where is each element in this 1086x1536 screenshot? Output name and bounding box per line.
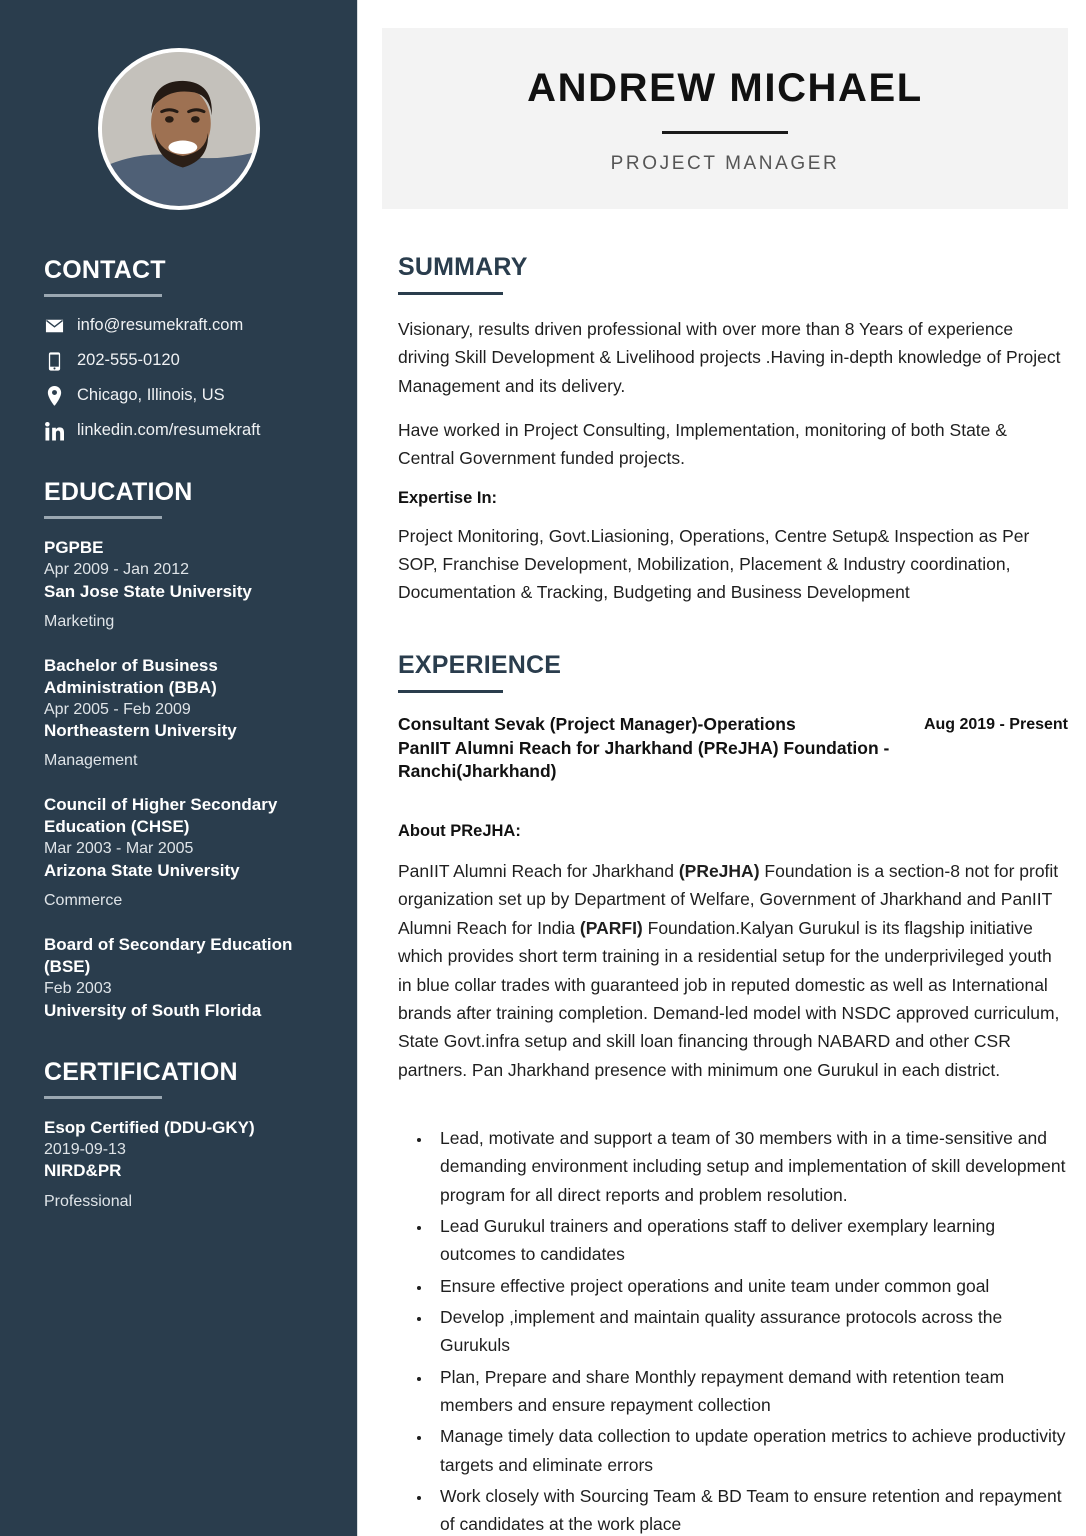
main-content — [358, 0, 1086, 1536]
education-entry — [44, 655, 313, 773]
education-institution: Northeastern University — [44, 721, 237, 741]
education-heading: EDUCATION — [44, 478, 193, 506]
certification-heading-rule — [44, 1096, 162, 1099]
job-header-left — [398, 713, 908, 784]
education-entry — [44, 934, 313, 1022]
about-bold-prejha: (PReJHA) — [678, 861, 760, 882]
header-band — [382, 28, 1068, 209]
list-item: • Develop ,implement and maintain quality assurance protocols across the Gurukuls — [432, 1303, 1068, 1360]
location-pin-icon — [44, 386, 64, 406]
education-degree: Board of Secondary Education (BSE) — [44, 934, 293, 977]
job-header — [398, 713, 1068, 784]
education-date: Mar 2003 - Mar 2005 — [44, 840, 194, 858]
main-body — [358, 253, 1086, 1536]
certification-entry — [44, 1117, 313, 1213]
linkedin-icon — [44, 422, 64, 441]
expertise-text: Project Monitoring, Govt.Liasioning, Operations, Centre Setup& Inspection as Per SOP, Franchise Development, Mobilization, Placement & Industry coordination, Documentation & Tracking, Budgeting and Business Development — [398, 525, 1030, 603]
education-degree: PGPBE — [44, 538, 104, 557]
education-field: Commerce — [44, 892, 123, 910]
education-heading-rule — [44, 516, 162, 519]
avatar-container — [0, 0, 357, 220]
contact-location-text: Chicago, Illinois, US — [77, 386, 225, 405]
expertise-label: Expertise In: — [398, 488, 498, 507]
experience-heading-rule — [398, 690, 503, 693]
contact-item-location[interactable] — [44, 385, 313, 407]
contact-heading-rule — [44, 294, 162, 297]
contact-linkedin-text: linkedin.com/resumekraft — [77, 421, 261, 440]
contact-phone-text: 202-555-0120 — [77, 351, 180, 370]
contact-item-linkedin[interactable] — [44, 420, 313, 442]
education-field: Marketing — [44, 612, 115, 630]
certification-issuer: NIRD&PR — [44, 1161, 122, 1181]
responsibility-list — [398, 1124, 1068, 1536]
about-text-part-3: Foundation.Kalyan Gurukul is its flagship initiative which provides short term training in a residential setup for the underprivileged youth in blue collar trades with guaranteed job in reputed domestic as well as International brands after training completion. Demand-led model with NSDC approved curriculum, State Govt.infra setup and skill loan financing through NABARD and other CSR partners. Pan Jharkhand presence with minimum one Gurukul in each district. — [398, 917, 1060, 1080]
list-item: • Lead, motivate and support a team of 30 members with in a time-sensitive and demanding environment including setup and implementation of skill development program for all direct reports and problem resolution. — [432, 1124, 1068, 1209]
about-paragraph — [398, 857, 1068, 1084]
sidebar — [0, 0, 358, 1536]
job-role-subtitle: PROJECT MANAGER — [610, 153, 840, 174]
about-text-part-1: PanIIT Alumni Reach for Jharkhand — [398, 861, 679, 882]
experience-section — [398, 651, 1068, 1536]
list-item: • Work closely with Sourcing Team & BD Team to ensure retention and repayment of candidates at the work place — [432, 1482, 1068, 1536]
job-organization: PanIIT Alumni Reach for Jharkhand (PReJHA) Foundation - Ranchi(Jharkhand) — [398, 737, 890, 782]
education-degree: Bachelor of Business Administration (BBA) — [44, 655, 218, 697]
education-institution: San Jose State University — [44, 581, 252, 601]
education-degree: Council of Higher Secondary Education (CHSE) — [44, 795, 278, 837]
contact-item-phone[interactable] — [44, 350, 313, 372]
page-title: ANDREW MICHAEL — [527, 66, 923, 110]
list-item: • Ensure effective project operations and unite team under common goal — [432, 1272, 1068, 1300]
mobile-phone-icon — [44, 352, 64, 371]
experience-heading: EXPERIENCE — [398, 650, 562, 679]
job-date-range: Aug 2019 - Present — [923, 715, 1068, 733]
contact-list — [44, 315, 313, 442]
title-divider — [662, 131, 788, 134]
education-entry — [44, 537, 313, 633]
list-item: • Lead Gurukul trainers and operations staff to deliver exemplary learning outcomes to candidates — [432, 1212, 1068, 1269]
about-label: About PReJHA: — [398, 822, 521, 841]
education-institution: University of South Florida — [44, 1000, 262, 1020]
education-date: Apr 2005 - Feb 2009 — [44, 700, 191, 718]
contact-item-email[interactable] — [44, 315, 313, 337]
summary-heading-rule — [398, 292, 503, 295]
education-date: Apr 2009 - Jan 2012 — [44, 561, 189, 579]
contact-section — [0, 256, 357, 442]
education-entry — [44, 794, 313, 912]
list-item: • Plan, Prepare and share Monthly repayment demand with retention team members and ensure repayment collection — [432, 1363, 1068, 1420]
summary-section — [398, 253, 1068, 607]
education-date: Feb 2003 — [44, 980, 112, 998]
about-text-part-2: Foundation is a section-8 not for profit organization set up by Department of Welfare, Government of Jharkhand and PanIIT Alumni Reach for India — [398, 861, 1059, 938]
about-bold-parfi: (PARFI) — [579, 917, 643, 938]
summary-paragraph-2: Have worked in Project Consulting, Implementation, monitoring of both State & Central Government funded projects. — [398, 420, 1007, 469]
avatar — [98, 48, 260, 210]
envelope-icon — [44, 319, 64, 333]
summary-paragraph-1: Visionary, results driven professional with over more than 8 Years of experience driving Skill Development & Livelihood projects .Having in-depth knowledge of Project Management and its delivery. — [398, 319, 1061, 396]
profile-photo-illustration — [102, 52, 256, 206]
certification-heading: CERTIFICATION — [44, 1057, 238, 1086]
contact-email-text: info@resumekraft.com — [77, 316, 244, 335]
certification-level: Professional — [44, 1192, 133, 1210]
education-section — [0, 478, 357, 1022]
job-title: Consultant Sevak (Project Manager)-Operations — [398, 713, 796, 734]
certification-date: 2019-09-13 — [44, 1140, 126, 1158]
certification-section — [0, 1058, 357, 1213]
certification-name: Esop Certified (DDU-GKY) — [44, 1117, 255, 1137]
summary-heading: SUMMARY — [398, 253, 528, 281]
list-item: • Manage timely data collection to update operation metrics to achieve productivity targets and eliminate errors — [432, 1422, 1068, 1479]
education-institution: Arizona State University — [44, 861, 240, 881]
education-field: Management — [44, 752, 138, 770]
contact-heading: CONTACT — [44, 256, 166, 284]
